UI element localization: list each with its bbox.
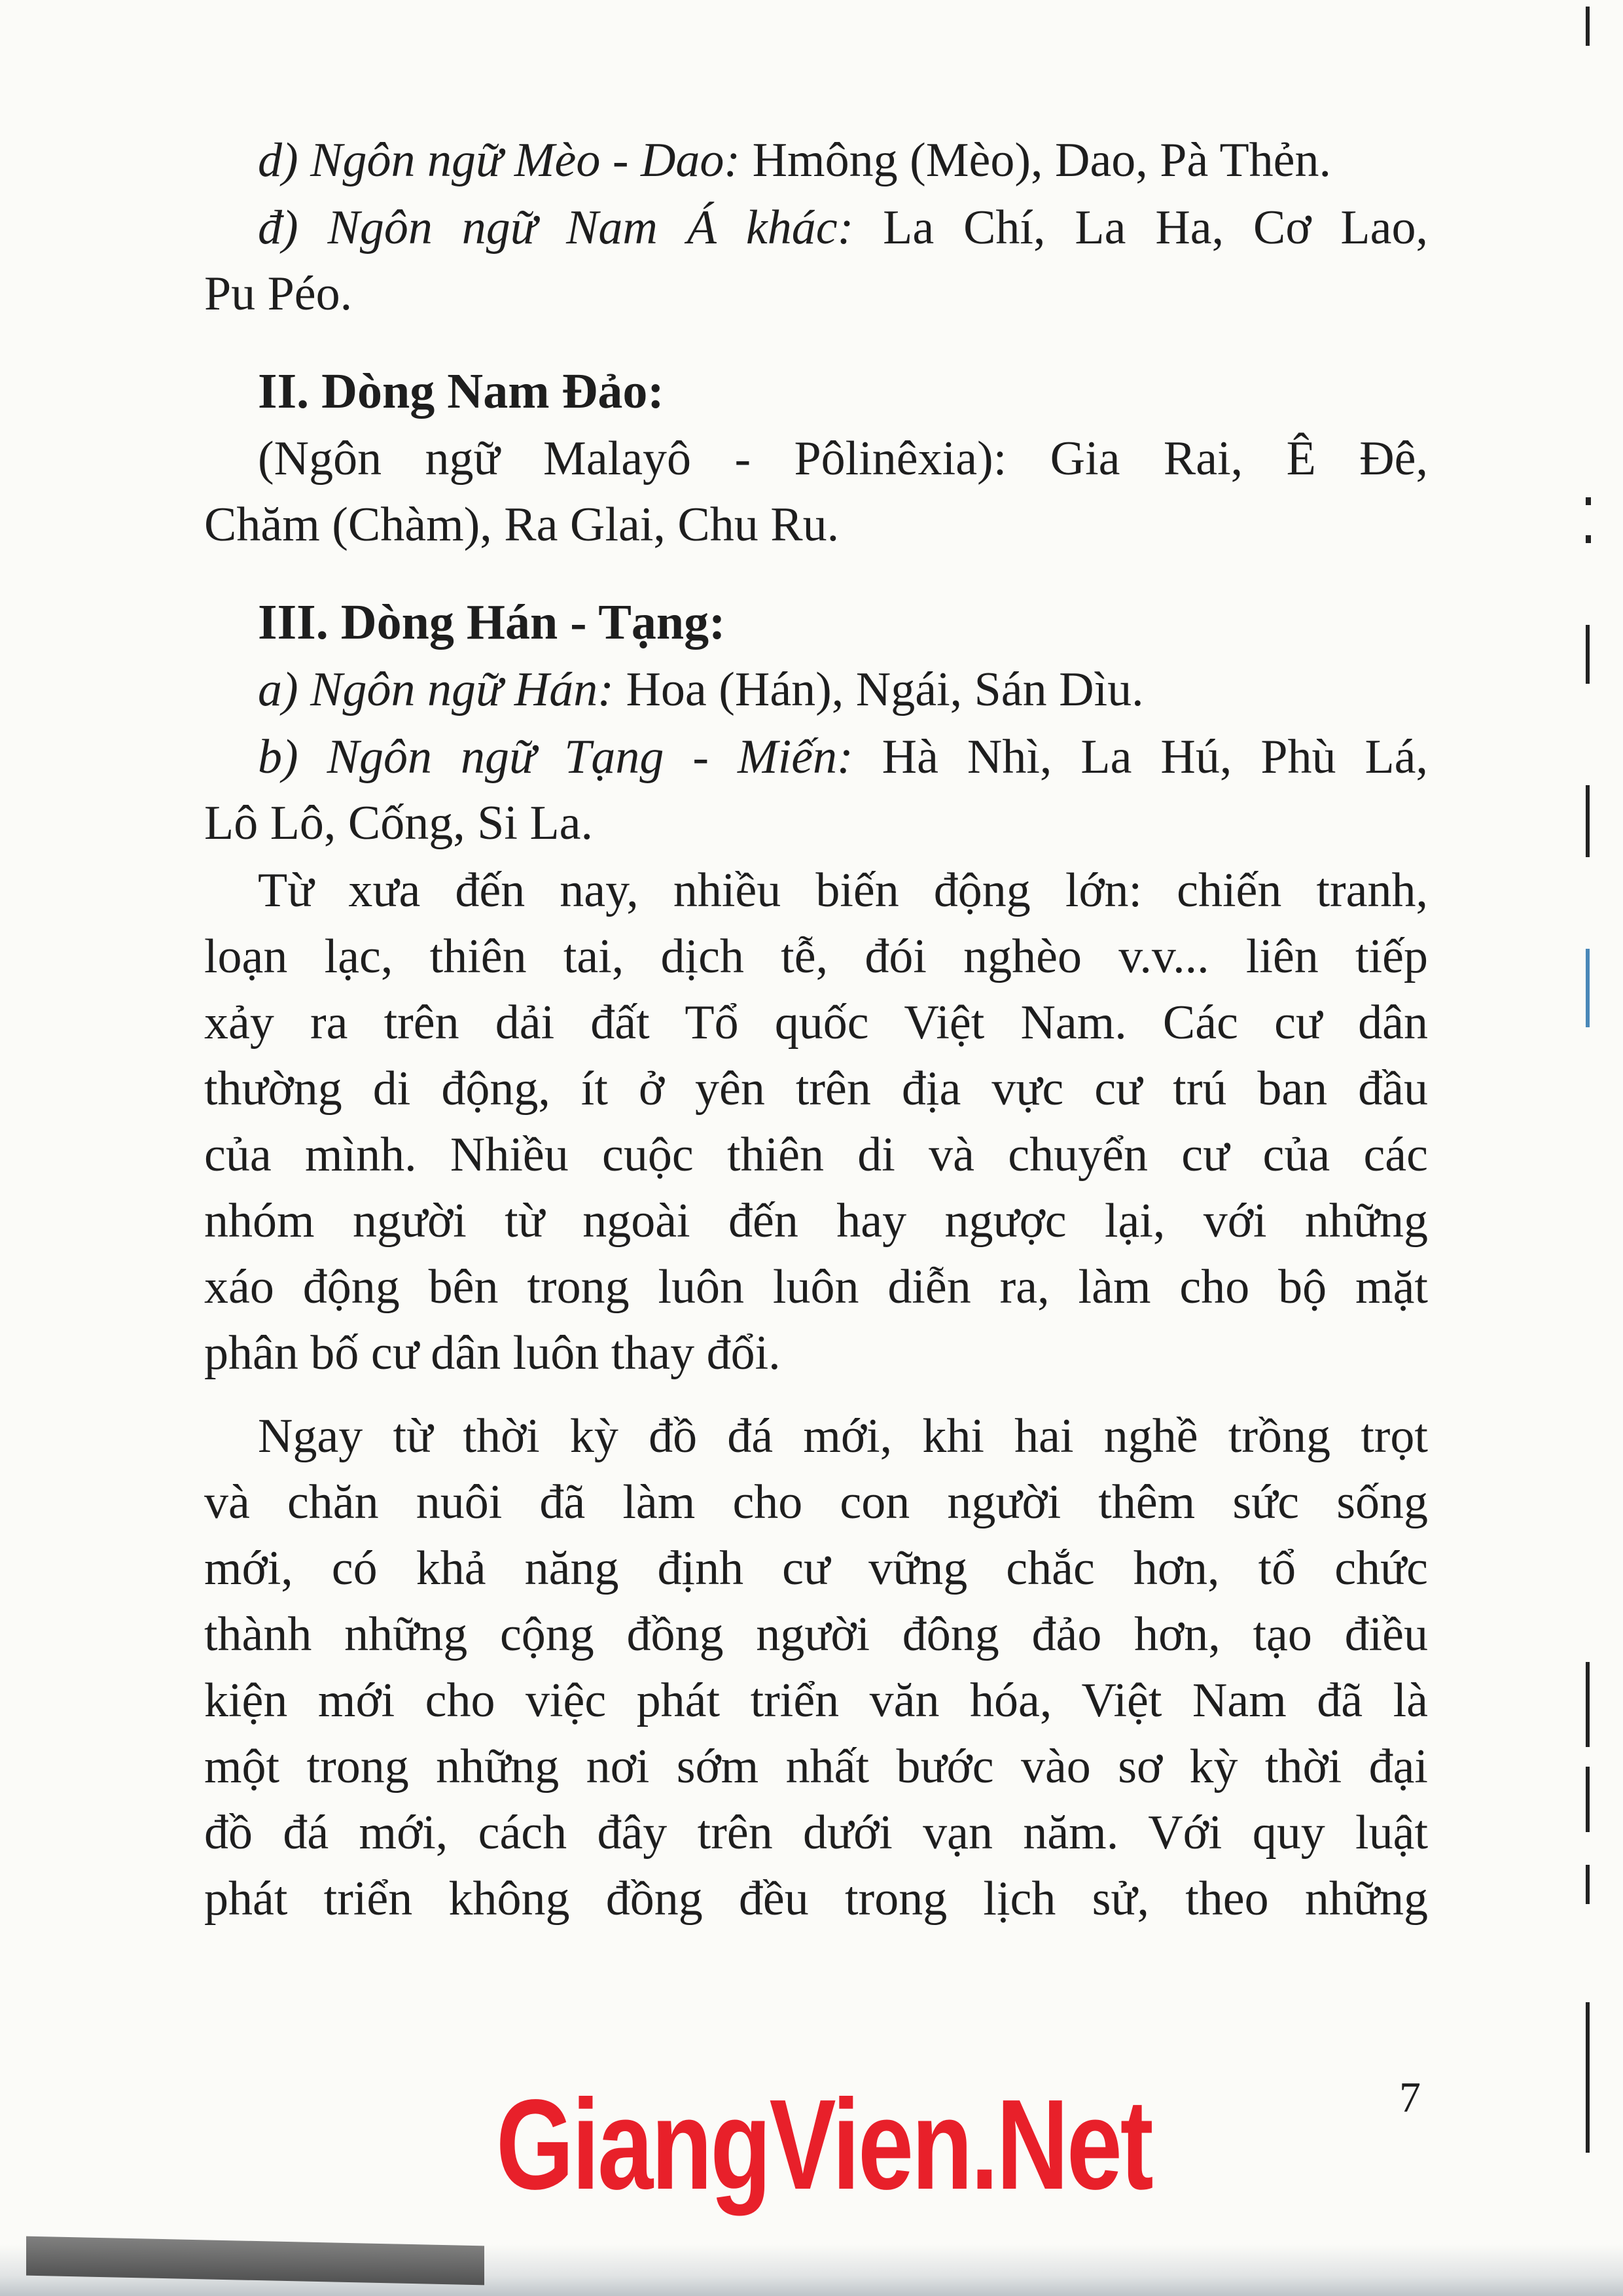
scan-edge-mark <box>1586 785 1590 857</box>
text-meo-dao: Hmông (Mèo), Dao, Pà Thẻn. <box>740 133 1332 187</box>
scan-edge-mark <box>1586 1662 1590 1747</box>
label-meo-dao: d) Ngôn ngữ Mèo - Dao: <box>258 133 741 187</box>
watermark-logo: GiangVien.Net <box>496 2073 1152 2216</box>
para1-line5: của mình. Nhiều cuộc thiên di và chuyển cư của các <box>204 1128 1428 1182</box>
heading-nam-dao: II. Dòng Nam Đảo: <box>258 364 664 419</box>
para2-line8: phát triển không đồng đều trong lịch sử, theo những <box>204 1872 1428 1926</box>
para1-line2: loạn lạc, thiên tai, dịch tễ, đói nghèo v.v... liên tiếp <box>204 930 1428 983</box>
para2-line1: Ngay từ thời kỳ đồ đá mới, khi hai nghề trồng trọt <box>258 1409 1428 1463</box>
line-lo-lo: Lô Lô, Cống, Si La. <box>204 796 594 850</box>
para2-line4: thành những cộng đồng người đông đảo hơn, tạo điều <box>204 1608 1428 1661</box>
para1-line3: xảy ra trên dải đất Tổ quốc Việt Nam. Các cư dân <box>204 996 1428 1050</box>
scan-edge-mark <box>1586 1865 1590 1904</box>
line-cham: Chăm (Chàm), Ra Glai, Chu Ru. <box>204 498 840 552</box>
page-number: 7 <box>1399 2074 1421 2121</box>
page-body <box>204 128 1428 1932</box>
heading-han-tang: III. Dòng Hán - Tạng: <box>258 595 726 650</box>
scan-edge-mark <box>1586 2002 1590 2153</box>
para1-line7: xáo động bên trong luôn luôn diễn ra, làm cho bộ mặt <box>204 1260 1428 1314</box>
para2-line5: kiện mới cho việc phát triển văn hóa, Việt Nam đã là <box>204 1674 1428 1727</box>
para1-line4: thường di động, ít ở yên trên địa vực cư trú ban đầu <box>204 1062 1428 1116</box>
para2-line3: mới, có khả năng định cư vững chắc hơn, tổ chức <box>204 1542 1428 1595</box>
para2-line7: đồ đá mới, cách đây trên dưới vạn năm. Với quy luật <box>204 1806 1428 1860</box>
para2-line6: một trong những nơi sớm nhất bước vào sơ kỳ thời đại <box>204 1740 1428 1793</box>
scan-edge-mark <box>1586 7 1590 46</box>
text-nam-a: La Chí, La Ha, Cơ Lao, <box>853 201 1428 255</box>
para1-line6: nhóm người từ ngoài đến hay ngược lại, với những <box>204 1194 1428 1248</box>
label-han: a) Ngôn ngữ Hán: <box>258 663 614 716</box>
scan-edge-mark <box>1586 497 1591 505</box>
line-han <box>204 657 1428 723</box>
scan-edge-mark <box>1586 949 1590 1027</box>
line-tang-mien <box>204 724 1428 790</box>
para1-line8: phân bố cư dân luôn thay đổi. <box>204 1326 781 1380</box>
label-tang-mien: b) Ngôn ngữ Tạng - Miến: <box>258 730 853 784</box>
para1-line1: Từ xưa đến nay, nhiều biến động lớn: chiến tranh, <box>258 864 1428 917</box>
text-tang-mien: Hà Nhì, La Hú, Phù Lá, <box>853 730 1428 784</box>
text-han: Hoa (Hán), Ngái, Sán Dìu. <box>613 663 1144 716</box>
para2-line2: và chăn nuôi đã làm cho con người thêm sức sống <box>204 1475 1428 1529</box>
scan-edge-mark <box>1586 535 1591 543</box>
line-meo-dao <box>204 128 1428 194</box>
line-pu-peo: Pu Péo. <box>204 267 353 321</box>
scan-edge-mark <box>1586 1767 1590 1832</box>
line-malayo: (Ngôn ngữ Malayô - Pôlinêxia): Gia Rai, Ê Đê, <box>258 432 1428 486</box>
line-nam-a <box>204 195 1428 261</box>
label-nam-a: đ) Ngôn ngữ Nam Á khác: <box>258 201 854 255</box>
scan-edge-mark <box>1586 625 1590 684</box>
